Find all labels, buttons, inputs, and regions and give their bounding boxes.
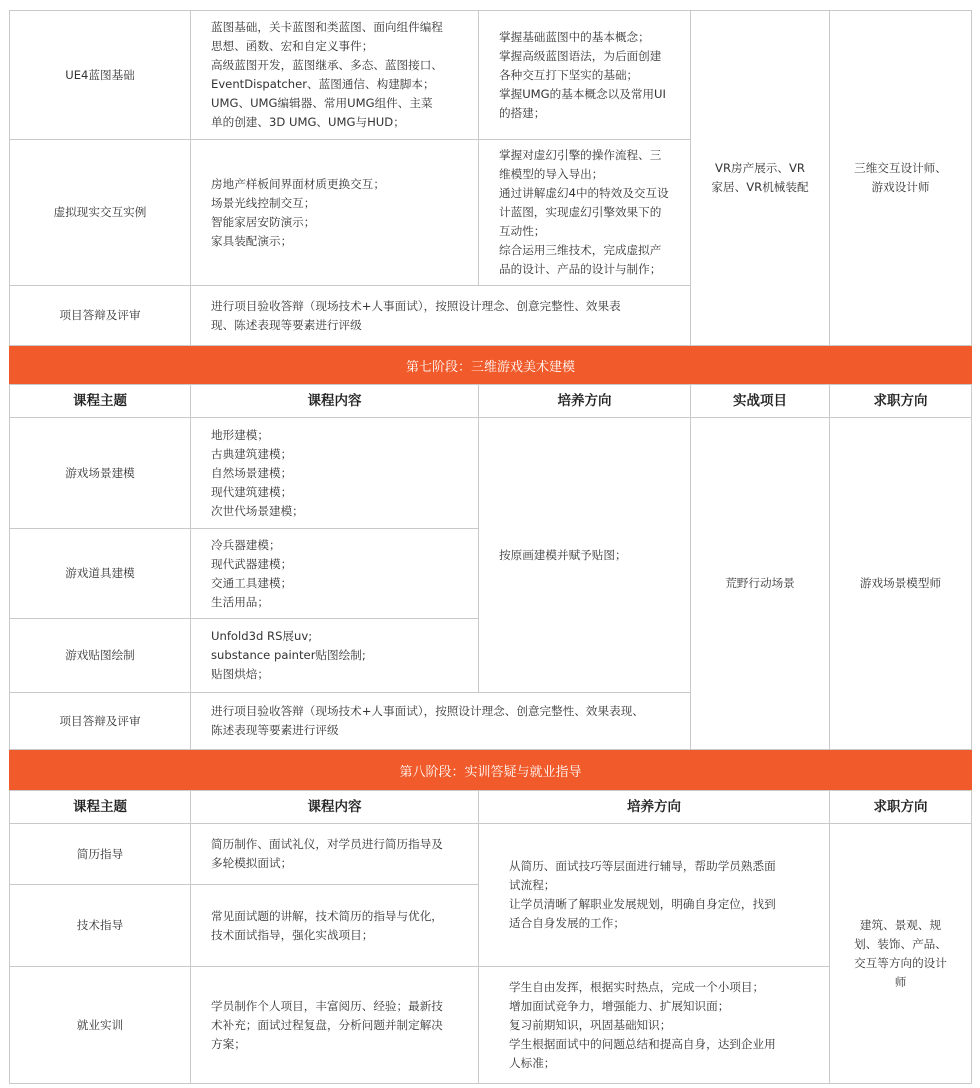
content-employment: 学员制作个人项目，丰富阅历、经验；最新技 术补充；面试过程复盘，分析问题并制定解决 方案； — [190, 966, 479, 1084]
header-job: 求职方向 — [829, 384, 972, 418]
header-project: 实战项目 — [690, 384, 830, 418]
header-topic-8: 课程主题 — [9, 790, 191, 824]
topic-project-defense: 项目答辩及评审 — [9, 285, 191, 346]
header-topic: 课程主题 — [9, 384, 191, 418]
topic-tech-guidance: 技术指导 — [9, 884, 191, 967]
topic-game-props: 游戏道具建模 — [9, 528, 191, 619]
job-vr: 三维交互设计师、 游戏设计师 — [829, 10, 972, 346]
topic-ue4-blueprint: UE4蓝图基础 — [9, 10, 191, 140]
direction-game-modeling: 按原画建模并赋予贴图； — [478, 417, 691, 693]
topic-resume: 简历指导 — [9, 823, 191, 885]
content-project-defense: 进行项目验收答辩（现场技术+人事面试），按照设计理念、创意完整性、效果表 现、陈述表现等要素进行评级 — [190, 285, 691, 346]
header-job-8: 求职方向 — [829, 790, 972, 824]
content-game-scene: 地形建模； 古典建筑建模； 自然场景建模； 现代建筑建模； 次世代场景建模； — [190, 417, 479, 529]
content-tech-guidance: 常见面试题的讲解，技术简历的指导与优化， 技术面试指导，强化实战项目； — [190, 884, 479, 967]
content-game-props: 冷兵器建模； 现代武器建模； 交通工具建模； 生活用品； — [190, 528, 479, 619]
topic-game-texture: 游戏贴图绘制 — [9, 618, 191, 693]
header-direction-8: 培养方向 — [478, 790, 830, 824]
curriculum-table — [9, 10, 972, 1084]
direction-vr-interaction: 掌握对虚幻引擎的操作流程、三 维模型的导入导出； 通过讲解虚幻4中的特效及交互设 计蓝图，实现虚幻引擎效果下的 互动性； 综合运用三维技术，完成虚拟产 品的设计、产品的设计与制作； — [478, 139, 691, 286]
stage8-title: 第八阶段：实训答疑与就业指导 — [9, 750, 972, 790]
job-scene-modeler: 游戏场景模型师 — [829, 417, 972, 750]
header-direction: 培养方向 — [478, 384, 691, 418]
direction-interview: 从简历、面试技巧等层面进行辅导，帮助学员熟悉面 试流程； 让学员清晰了解职业发展规划，明确自身定位，找到 适合自身发展的工作； — [478, 823, 830, 967]
project-wild: 荒野行动场景 — [690, 417, 830, 750]
job-designer: 建筑、景观、规 划、装饰、产品、 交互等方向的设计 师 — [829, 823, 972, 1084]
content-ue4-blueprint: 蓝图基础，关卡蓝图和类蓝图、面向组件编程 思想、函数、宏和自定义事件； 高级蓝图开发，蓝图继承、多态、蓝图接口、 EventDispatcher、蓝图通信、构建脚本； UMG、UMG编辑器、常用UMG组件、主菜 单的创建、3D UMG、UMG与HUD； — [190, 10, 479, 140]
content-resume: 简历制作、面试礼仪，对学员进行简历指导及 多轮模拟面试； — [190, 823, 479, 885]
content-project-defense-2: 进行项目验收答辩（现场技术+人事面试），按照设计理念、创意完整性、效果表现、 陈述表现等要素进行评级 — [190, 692, 691, 750]
stage7-title: 第七阶段：三维游戏美术建模 — [9, 346, 972, 384]
topic-game-scene: 游戏场景建模 — [9, 417, 191, 529]
topic-vr-interaction: 虚拟现实交互实例 — [9, 139, 191, 286]
project-vr: VR房产展示、VR 家居、VR机械装配 — [690, 10, 830, 346]
direction-ue4-blueprint: 掌握基础蓝图中的基本概念； 掌握高级蓝图语法，为后面创建 各种交互打下坚实的基础； 掌握UMG的基本概念以及常用UI 的搭建； — [478, 10, 691, 140]
content-game-texture: Unfold3d RS展uv; substance painter贴图绘制; 贴图烘焙； — [190, 618, 479, 693]
content-vr-interaction: 房地产样板间界面材质更换交互； 场景光线控制交互； 智能家居安防演示； 家具装配演示； — [190, 139, 479, 286]
topic-employment: 就业实训 — [9, 966, 191, 1084]
header-content-8: 课程内容 — [190, 790, 479, 824]
direction-employment: 学生自由发挥，根据实时热点，完成一个小项目； 增加面试竞争力，增强能力、扩展知识面； 复习前期知识，巩固基础知识； 学生根据面试中的问题总结和提高自身，达到企业用 人标准； — [478, 966, 830, 1084]
topic-project-defense-2: 项目答辩及评审 — [9, 692, 191, 750]
header-content: 课程内容 — [190, 384, 479, 418]
